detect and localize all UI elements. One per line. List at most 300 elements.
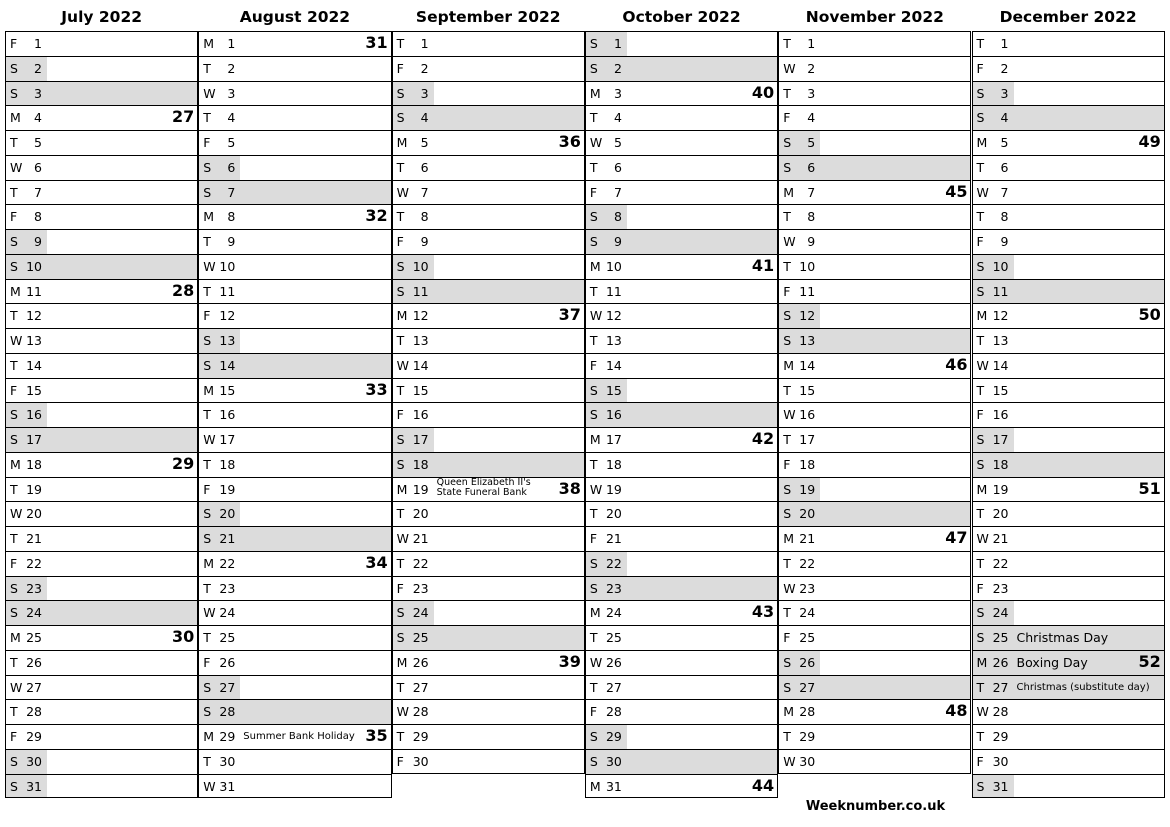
day-number: 16 bbox=[412, 407, 429, 423]
day-number: 24 bbox=[992, 605, 1009, 621]
weekday-letter: S bbox=[589, 234, 598, 249]
day-row bbox=[5, 402, 198, 427]
weekday-letter: W bbox=[783, 580, 796, 596]
month-title: October 2022 bbox=[622, 8, 741, 26]
day-number: 18 bbox=[412, 456, 429, 472]
day-row bbox=[5, 452, 198, 477]
day-number: 29 bbox=[605, 729, 622, 744]
day-number: 13 bbox=[26, 333, 42, 348]
weekday-letter: S bbox=[589, 209, 598, 225]
day-number: 16 bbox=[219, 407, 236, 423]
weekday-letter: S bbox=[203, 704, 212, 720]
weekday-letter: T bbox=[783, 555, 791, 571]
weekday-letter: F bbox=[976, 407, 984, 423]
weekday-letter: M bbox=[589, 432, 601, 447]
weekday-letter: T bbox=[203, 110, 211, 126]
day-number: 18 bbox=[26, 456, 42, 472]
weekday-letter: T bbox=[396, 506, 405, 522]
day-row bbox=[5, 477, 198, 502]
weekday-letter: T bbox=[396, 555, 405, 571]
holiday-label: Christmas Day bbox=[1016, 630, 1109, 645]
weekday-letter: W bbox=[589, 135, 603, 150]
weekday-letter: W bbox=[203, 432, 216, 447]
weekday-letter: F bbox=[783, 630, 791, 645]
day-row bbox=[972, 724, 1165, 749]
day-row bbox=[5, 378, 198, 403]
day-number: 3 bbox=[420, 85, 429, 101]
day-number: 2 bbox=[34, 60, 42, 76]
weekday-letter: T bbox=[783, 209, 791, 225]
day-number: 8 bbox=[613, 209, 622, 225]
day-number: 20 bbox=[412, 506, 429, 522]
week-number: 36 bbox=[558, 132, 581, 151]
weekday-letter: T bbox=[10, 184, 18, 200]
day-row bbox=[585, 600, 778, 625]
weekday-letter: T bbox=[976, 506, 985, 522]
weekday-letter: W bbox=[10, 333, 23, 348]
day-row bbox=[392, 526, 585, 551]
weekday-letter: S bbox=[783, 481, 792, 497]
weekday-letter: S bbox=[10, 432, 18, 447]
day-number: 25 bbox=[26, 630, 42, 645]
weekday-letter: F bbox=[396, 60, 404, 76]
day-number: 22 bbox=[992, 555, 1009, 571]
day-number: 31 bbox=[605, 778, 622, 794]
day-row bbox=[972, 526, 1165, 551]
day-number: 14 bbox=[26, 357, 42, 373]
weekday-letter: S bbox=[203, 679, 212, 695]
day-number: 22 bbox=[605, 555, 622, 571]
day-row bbox=[972, 229, 1165, 254]
day-row bbox=[778, 229, 971, 254]
day-number: 9 bbox=[420, 234, 429, 249]
weekday-letter: S bbox=[976, 456, 985, 472]
weekday-letter: S bbox=[203, 333, 212, 348]
day-row bbox=[972, 675, 1165, 700]
day-row bbox=[585, 699, 778, 724]
weekday-letter: W bbox=[203, 778, 216, 794]
day-number: 19 bbox=[219, 481, 236, 497]
day-row bbox=[585, 402, 778, 427]
day-row bbox=[972, 303, 1165, 328]
day-list bbox=[5, 31, 198, 798]
holiday-label: Queen Elizabeth II's State Funeral Bank bbox=[436, 476, 531, 498]
day-number: 5 bbox=[613, 135, 622, 150]
day-row bbox=[5, 501, 198, 526]
calendar bbox=[5, 3, 1165, 823]
day-row bbox=[5, 353, 198, 378]
weekday-letter: S bbox=[10, 605, 18, 621]
weekday-letter: T bbox=[203, 753, 211, 769]
day-number: 27 bbox=[799, 679, 816, 695]
week-number: 29 bbox=[172, 453, 195, 473]
day-number: 4 bbox=[807, 110, 816, 126]
day-number: 10 bbox=[26, 258, 42, 274]
day-number: 26 bbox=[799, 654, 816, 670]
day-row bbox=[585, 254, 778, 279]
weekday-letter: T bbox=[396, 159, 405, 175]
day-number: 28 bbox=[605, 704, 622, 720]
weekday-letter: T bbox=[589, 679, 598, 695]
day-row bbox=[5, 279, 198, 304]
weekday-letter: S bbox=[396, 605, 405, 621]
day-row bbox=[585, 477, 778, 502]
weekday-letter: S bbox=[783, 506, 792, 522]
month-column bbox=[392, 3, 585, 774]
weekday-letter: T bbox=[10, 654, 18, 670]
day-row bbox=[585, 56, 778, 81]
day-row bbox=[778, 105, 971, 130]
day-row bbox=[5, 31, 198, 56]
day-number: 13 bbox=[605, 333, 622, 348]
day-number: 6 bbox=[34, 159, 42, 175]
day-row bbox=[972, 650, 1165, 675]
weekday-letter: M bbox=[396, 308, 408, 324]
weekday-letter: T bbox=[396, 209, 405, 225]
day-row bbox=[198, 576, 391, 601]
weekday-letter: T bbox=[976, 209, 985, 225]
day-number: 6 bbox=[613, 159, 622, 175]
day-number: 27 bbox=[219, 679, 236, 695]
weekday-letter: F bbox=[396, 407, 404, 423]
day-row bbox=[5, 526, 198, 551]
day-number: 12 bbox=[605, 308, 622, 324]
weekday-letter: S bbox=[10, 60, 18, 76]
day-row bbox=[778, 501, 971, 526]
day-row bbox=[972, 279, 1165, 304]
day-row bbox=[392, 501, 585, 526]
day-row bbox=[778, 56, 971, 81]
day-row bbox=[5, 328, 198, 353]
day-row bbox=[392, 749, 585, 774]
day-row bbox=[972, 56, 1165, 81]
day-number: 24 bbox=[412, 605, 429, 621]
day-number: 27 bbox=[26, 679, 42, 695]
weekday-letter: T bbox=[976, 333, 985, 348]
day-row bbox=[198, 526, 391, 551]
day-number: 1 bbox=[34, 36, 42, 51]
day-row bbox=[5, 56, 198, 81]
weekday-letter: T bbox=[976, 555, 985, 571]
month-title: August 2022 bbox=[239, 8, 351, 26]
weekday-letter: T bbox=[203, 407, 211, 423]
weekday-letter: T bbox=[589, 159, 598, 175]
day-number: 3 bbox=[613, 85, 622, 101]
day-number: 13 bbox=[992, 333, 1009, 348]
day-row bbox=[585, 724, 778, 749]
weekday-letter: T bbox=[10, 308, 18, 324]
weekday-letter: M bbox=[589, 605, 601, 621]
day-row bbox=[5, 600, 198, 625]
day-number: 3 bbox=[807, 85, 816, 101]
day-row bbox=[392, 303, 585, 328]
weekday-letter: S bbox=[589, 729, 598, 744]
month-title: November 2022 bbox=[805, 8, 944, 26]
weekday-letter: T bbox=[783, 36, 791, 51]
weekday-letter: S bbox=[203, 184, 212, 200]
weekday-letter: F bbox=[10, 209, 18, 225]
day-row bbox=[198, 501, 391, 526]
day-number: 10 bbox=[412, 258, 429, 274]
day-number: 7 bbox=[420, 184, 429, 200]
day-row bbox=[5, 675, 198, 700]
day-row bbox=[778, 81, 971, 106]
day-row bbox=[5, 105, 198, 130]
weekday-letter: W bbox=[976, 357, 989, 373]
week-number: 34 bbox=[365, 552, 388, 572]
weekday-letter: S bbox=[589, 407, 598, 423]
day-row bbox=[198, 105, 391, 130]
weekday-letter: S bbox=[396, 283, 405, 299]
day-number: 2 bbox=[420, 60, 429, 76]
day-number: 20 bbox=[605, 506, 622, 522]
day-number: 15 bbox=[799, 382, 816, 398]
day-number: 22 bbox=[26, 555, 42, 571]
day-row bbox=[198, 477, 391, 502]
day-number: 15 bbox=[992, 382, 1009, 398]
day-number: 19 bbox=[992, 481, 1009, 497]
weekday-letter: S bbox=[10, 85, 18, 101]
day-number: 28 bbox=[799, 704, 816, 720]
weekday-letter: M bbox=[203, 382, 215, 398]
day-number: 19 bbox=[412, 481, 429, 497]
weekday-letter: T bbox=[589, 456, 598, 472]
weekday-letter: W bbox=[203, 258, 216, 274]
weekday-letter: S bbox=[589, 753, 598, 769]
day-row bbox=[198, 650, 391, 675]
day-number: 11 bbox=[412, 283, 429, 299]
weekday-letter: T bbox=[203, 60, 211, 76]
day-row bbox=[972, 204, 1165, 229]
weekday-letter: F bbox=[976, 580, 984, 596]
day-number: 31 bbox=[219, 778, 236, 794]
week-number: 28 bbox=[172, 280, 195, 300]
day-row bbox=[392, 699, 585, 724]
weekday-letter: S bbox=[203, 506, 212, 522]
day-number: 23 bbox=[992, 580, 1009, 596]
weekday-letter: M bbox=[203, 36, 215, 51]
month-title: July 2022 bbox=[61, 8, 143, 26]
weekday-letter: F bbox=[396, 753, 404, 769]
day-row bbox=[778, 204, 971, 229]
weekday-letter: T bbox=[783, 432, 791, 447]
day-number: 26 bbox=[605, 654, 622, 670]
day-number: 21 bbox=[412, 531, 429, 546]
day-row bbox=[392, 625, 585, 650]
day-number: 7 bbox=[807, 184, 816, 200]
day-number: 23 bbox=[605, 580, 622, 596]
weekday-letter: S bbox=[203, 159, 212, 175]
week-number: 48 bbox=[945, 701, 968, 721]
holiday-label: Boxing Day bbox=[1016, 654, 1088, 670]
weekday-letter: M bbox=[976, 654, 988, 670]
day-number: 24 bbox=[605, 605, 622, 621]
day-number: 15 bbox=[605, 382, 622, 398]
day-row bbox=[778, 477, 971, 502]
weekday-letter: S bbox=[783, 135, 792, 150]
day-row bbox=[198, 551, 391, 576]
day-number: 3 bbox=[1000, 85, 1009, 101]
week-number: 52 bbox=[1138, 651, 1161, 671]
day-number: 8 bbox=[1000, 209, 1009, 225]
day-number: 29 bbox=[412, 729, 429, 744]
day-number: 10 bbox=[992, 258, 1009, 274]
day-number: 19 bbox=[605, 481, 622, 497]
weekday-letter: S bbox=[10, 234, 18, 249]
day-number: 23 bbox=[219, 580, 236, 596]
day-number: 5 bbox=[1000, 135, 1009, 150]
day-list bbox=[778, 31, 971, 774]
weekday-letter: T bbox=[203, 580, 211, 596]
day-row bbox=[5, 576, 198, 601]
weekday-letter: F bbox=[976, 234, 984, 249]
day-row bbox=[585, 427, 778, 452]
weekday-letter: T bbox=[783, 85, 791, 101]
day-number: 14 bbox=[412, 357, 429, 373]
weekday-letter: W bbox=[10, 679, 23, 695]
day-row bbox=[585, 328, 778, 353]
day-row bbox=[5, 427, 198, 452]
day-row bbox=[778, 724, 971, 749]
day-number: 2 bbox=[1000, 60, 1009, 76]
month-column bbox=[585, 3, 778, 798]
day-row bbox=[972, 378, 1165, 403]
day-row bbox=[392, 353, 585, 378]
day-number: 25 bbox=[412, 630, 429, 645]
day-row bbox=[198, 56, 391, 81]
day-number: 28 bbox=[992, 704, 1009, 720]
day-row bbox=[392, 254, 585, 279]
day-row bbox=[972, 180, 1165, 205]
day-row bbox=[972, 477, 1165, 502]
day-row bbox=[198, 625, 391, 650]
day-number: 26 bbox=[412, 654, 429, 670]
weekday-letter: S bbox=[783, 159, 792, 175]
day-number: 20 bbox=[26, 506, 42, 522]
weekday-letter: W bbox=[10, 159, 23, 175]
day-number: 14 bbox=[219, 357, 236, 373]
day-row bbox=[5, 229, 198, 254]
weekday-letter: M bbox=[396, 481, 408, 497]
day-row bbox=[198, 303, 391, 328]
weekday-letter: T bbox=[976, 159, 985, 175]
day-number: 27 bbox=[992, 679, 1009, 695]
day-row bbox=[972, 600, 1165, 625]
weekday-letter: S bbox=[976, 605, 985, 621]
day-number: 29 bbox=[219, 729, 236, 744]
day-number: 10 bbox=[219, 258, 236, 274]
day-row bbox=[5, 303, 198, 328]
day-number: 12 bbox=[26, 308, 42, 324]
day-number: 14 bbox=[605, 357, 622, 373]
day-row bbox=[585, 303, 778, 328]
day-row bbox=[5, 204, 198, 229]
month-column bbox=[778, 3, 971, 774]
day-row bbox=[392, 105, 585, 130]
day-row bbox=[972, 749, 1165, 774]
site-credit: Weeknumber.co.uk bbox=[805, 799, 946, 814]
day-number: 9 bbox=[807, 234, 816, 249]
day-number: 19 bbox=[26, 481, 42, 497]
day-number: 11 bbox=[26, 283, 42, 299]
weekday-letter: S bbox=[10, 753, 18, 769]
day-number: 9 bbox=[613, 234, 622, 249]
day-row bbox=[198, 427, 391, 452]
weekday-letter: F bbox=[976, 753, 984, 769]
day-number: 21 bbox=[26, 531, 42, 546]
week-number: 49 bbox=[1138, 132, 1161, 151]
weekday-letter: M bbox=[783, 357, 794, 373]
day-row bbox=[972, 774, 1165, 799]
day-number: 11 bbox=[799, 283, 816, 299]
weekday-letter: M bbox=[976, 135, 988, 150]
month-column bbox=[972, 3, 1165, 798]
day-row bbox=[778, 749, 971, 774]
day-number: 28 bbox=[219, 704, 236, 720]
weekday-letter: M bbox=[783, 531, 794, 546]
day-number: 20 bbox=[799, 506, 816, 522]
day-number: 6 bbox=[807, 159, 816, 175]
day-row bbox=[198, 600, 391, 625]
weekday-letter: M bbox=[10, 283, 21, 299]
day-row bbox=[585, 279, 778, 304]
day-row bbox=[585, 774, 778, 799]
day-number: 21 bbox=[605, 531, 622, 546]
day-number: 9 bbox=[34, 234, 42, 249]
weekday-letter: F bbox=[589, 531, 598, 546]
weekday-letter: S bbox=[783, 654, 792, 670]
day-number: 4 bbox=[1000, 110, 1009, 126]
month-column bbox=[5, 3, 198, 798]
day-row bbox=[585, 551, 778, 576]
day-number: 21 bbox=[219, 531, 236, 546]
day-number: 10 bbox=[605, 258, 622, 274]
day-number: 31 bbox=[992, 778, 1009, 794]
day-number: 18 bbox=[799, 456, 816, 472]
day-number: 18 bbox=[605, 456, 622, 472]
day-number: 14 bbox=[799, 357, 816, 373]
day-row bbox=[585, 130, 778, 155]
weekday-letter: M bbox=[10, 110, 21, 126]
weekday-letter: T bbox=[976, 679, 985, 695]
day-number: 30 bbox=[219, 753, 236, 769]
day-row bbox=[778, 576, 971, 601]
weekday-letter: S bbox=[976, 432, 985, 447]
weekday-letter: T bbox=[976, 729, 985, 744]
day-number: 23 bbox=[412, 580, 429, 596]
weekday-letter: T bbox=[396, 729, 405, 744]
day-row bbox=[392, 130, 585, 155]
day-number: 27 bbox=[605, 679, 622, 695]
day-row bbox=[585, 105, 778, 130]
week-number: 47 bbox=[945, 528, 968, 547]
weekday-letter: T bbox=[589, 283, 598, 299]
day-row bbox=[392, 675, 585, 700]
day-row bbox=[198, 749, 391, 774]
day-number: 11 bbox=[992, 283, 1009, 299]
weekday-letter: S bbox=[396, 456, 405, 472]
day-row bbox=[972, 155, 1165, 180]
day-list bbox=[972, 31, 1165, 798]
day-row bbox=[778, 31, 971, 56]
week-number: 35 bbox=[365, 726, 388, 745]
day-row bbox=[778, 675, 971, 700]
day-number: 26 bbox=[219, 654, 236, 670]
day-row bbox=[585, 378, 778, 403]
weekday-letter: T bbox=[589, 630, 598, 645]
day-number: 28 bbox=[412, 704, 429, 720]
weekday-letter: S bbox=[589, 382, 598, 398]
